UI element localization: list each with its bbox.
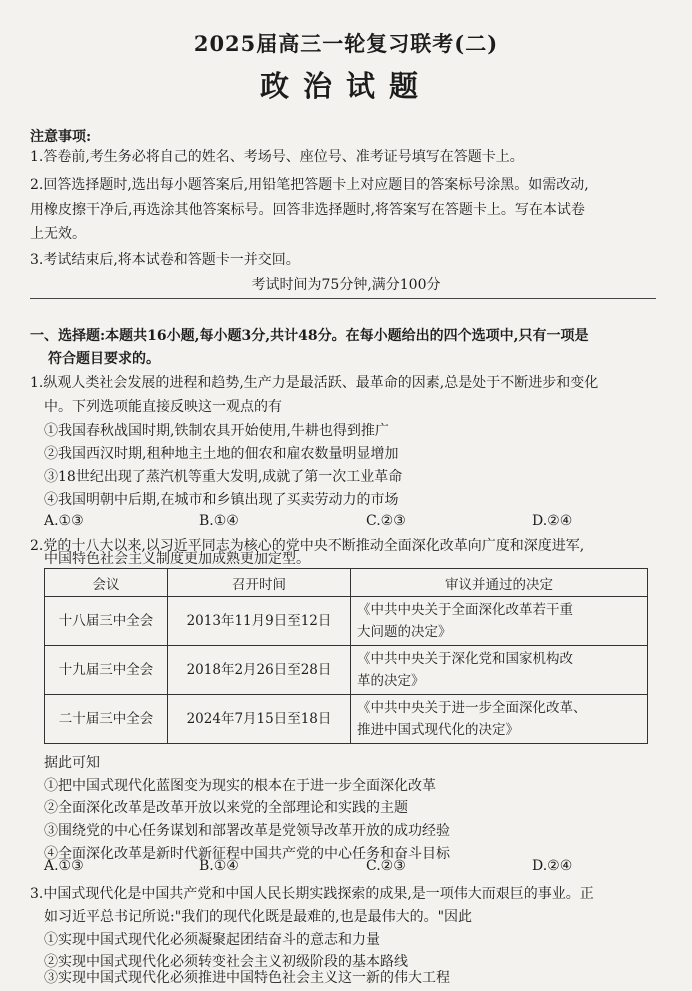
table-header: 审议并通过的决定 <box>351 569 648 597</box>
decision-line: 《中共中央关于全面深化改革若干重 <box>357 602 573 618</box>
decision-cell <box>351 597 648 646</box>
date-cell: 2013年11月9日至12日 <box>168 597 351 646</box>
q2-stem: 2.党的十八大以来,以习近平同志为核心的党中央不断推动全面深化改革向广度和深度进军, <box>30 538 585 554</box>
table-header-row <box>45 569 648 597</box>
reform-table <box>44 568 648 744</box>
section-heading: 一、选择题:本题共16小题,每小题3分,共计48分。在每小题给出的四个选项中,只有一项是 <box>30 328 589 344</box>
decision-line: 大问题的决定》 <box>357 624 452 640</box>
q2-lead: 据此可知 <box>44 755 100 771</box>
subject-title: 政治试题 <box>259 69 432 103</box>
q3-item: ①实现中国式现代化必须凝聚起团结奋斗的意志和力量 <box>44 932 380 948</box>
note-line: 用橡皮擦干净后,再选涂其他答案标号。回答非选择题时,将答案写在答题卡上。写在本试卷 <box>30 202 585 218</box>
date-cell: 2018年2月26日至28日 <box>168 646 351 695</box>
q3-item: ②实现中国式现代化必须转变社会主义初级阶段的基本路线 <box>44 954 408 970</box>
q1-option-b: B.①④ <box>199 513 239 529</box>
q2-option-c: C.②③ <box>366 858 406 874</box>
decision-line: 《中共中央关于深化党和国家机构改 <box>357 651 573 667</box>
q3-stem: 3.中国式现代化是中国共产党和中国人民长期实践探索的成果,是一项伟大而艰巨的事业。正 <box>30 886 594 902</box>
q1-stem: 1.纵观人类社会发展的进程和趋势,生产力是最活跃、最革命的因素,总是处于不断进步和变化 <box>30 375 599 391</box>
q2-item: ③围绕党的中心任务谋划和部署改革是党领导改革开放的成功经验 <box>44 823 450 839</box>
divider <box>30 298 656 299</box>
table-row <box>45 646 648 695</box>
decision-line: 推进中国式现代化的决定》 <box>357 722 519 738</box>
q2-item: ④全面深化改革是新时代新征程中国共产党的中心任务和奋斗目标 <box>44 846 450 862</box>
note-line: 上无效。 <box>30 226 86 242</box>
decision-cell <box>351 646 648 695</box>
meeting-cell: 十八届三中全会 <box>45 597 168 646</box>
note-line: 3.考试结束后,将本试卷和答题卡一并交回。 <box>30 252 300 268</box>
q2-item: ①把中国式现代化蓝图变为现实的根本在于进一步全面深化改革 <box>44 778 436 794</box>
table-row <box>45 597 648 646</box>
table-row <box>45 695 648 744</box>
q1-item: ④我国明朝中后期,在城市和乡镇出现了买卖劳动力的市场 <box>44 492 399 508</box>
note-line: 2.回答选择题时,选出每小题答案后,用铅笔把答题卡上对应题目的答案标号涂黑。如需改动, <box>30 177 589 193</box>
q1-option-a: A.①③ <box>44 513 84 529</box>
notes-title: 注意事项: <box>30 129 92 145</box>
q2-option-a: A.①③ <box>44 858 84 874</box>
q1-option-c: C.②③ <box>366 513 406 529</box>
q1-stem-cont: 中。下列选项能直接反映这一观点的有 <box>44 399 282 415</box>
q1-item: ①我国春秋战国时期,铁制农具开始使用,牛耕也得到推广 <box>44 423 389 439</box>
table-header: 召开时间 <box>168 569 351 597</box>
meeting-cell: 十九届三中全会 <box>45 646 168 695</box>
date-cell: 2024年7月15日至18日 <box>168 695 351 744</box>
q2-item: ②全面深化改革是改革开放以来党的全部理论和实践的主题 <box>44 800 408 816</box>
q2-option-d: D.②④ <box>532 858 573 874</box>
q2-option-b: B.①④ <box>199 858 239 874</box>
q1-item: ③18世纪出现了蒸汽机等重大发明,成就了第一次工业革命 <box>44 469 403 485</box>
q2-stem-cont: 中国特色社会主义制度更加成熟更加定型。 <box>44 551 310 567</box>
decision-cell <box>351 695 648 744</box>
section-heading-cont: 符合题目要求的。 <box>48 351 160 367</box>
q3-item: ③实现中国式现代化必须推进中国特色社会主义这一新的伟大工程 <box>44 970 450 986</box>
meeting-cell: 二十届三中全会 <box>45 695 168 744</box>
q3-stem-cont: 如习近平总书记所说:"我们的现代化既是最难的,也是最伟大的。"因此 <box>44 909 473 925</box>
q1-item: ②我国西汉时期,租种地主土地的佃农和雇农数量明显增加 <box>44 446 399 462</box>
note-line: 1.答卷前,考生务必将自己的姓名、考场号、座位号、准考证号填写在答题卡上。 <box>30 149 524 165</box>
q1-option-d: D.②④ <box>532 513 573 529</box>
exam-title: 2025届高三一轮复习联考(二) <box>193 31 499 56</box>
table-header: 会议 <box>45 569 168 597</box>
exam-time-info: 考试时间为75分钟,满分100分 <box>251 277 441 293</box>
decision-line: 《中共中央关于进一步全面深化改革、 <box>357 700 587 716</box>
decision-line: 革的决定》 <box>357 673 425 689</box>
